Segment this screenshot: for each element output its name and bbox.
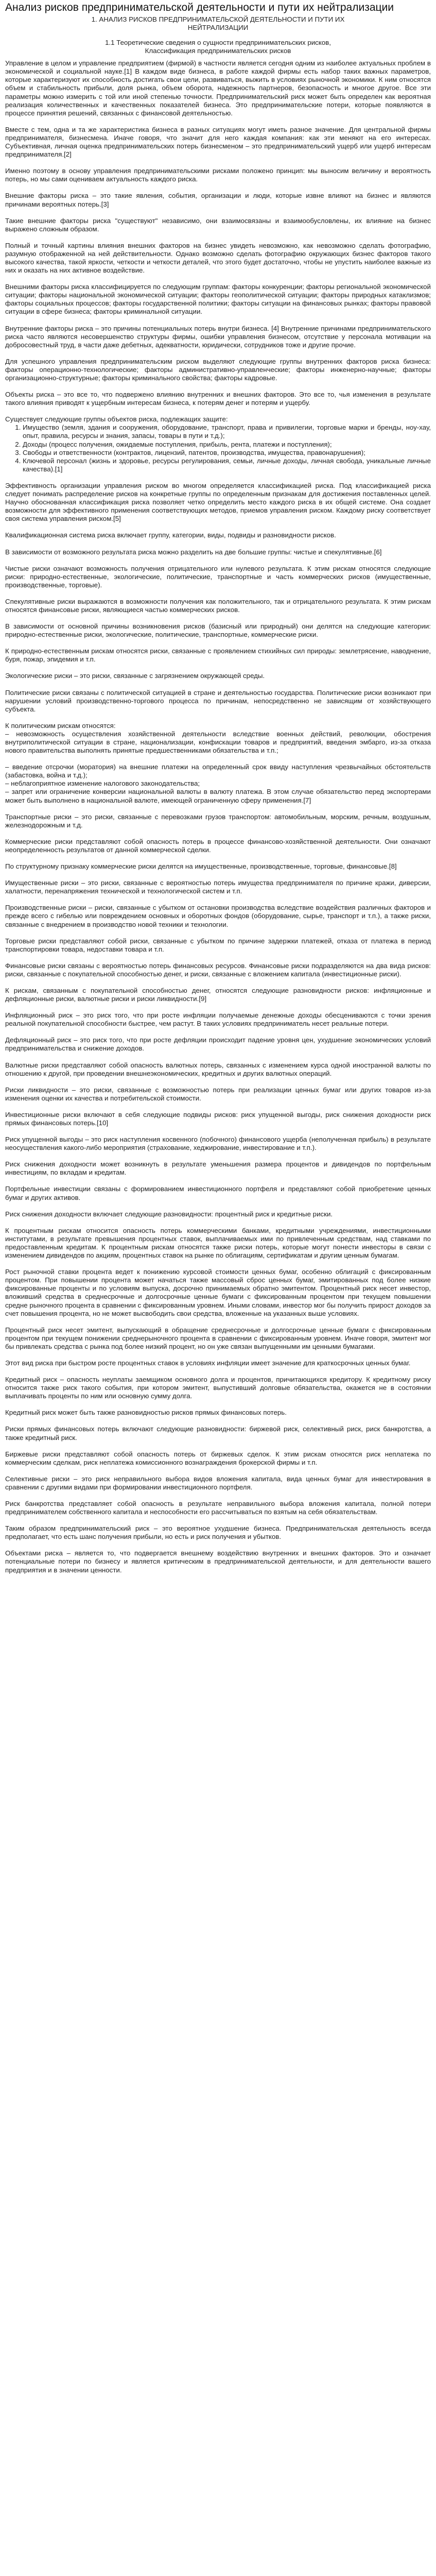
list-item: 1. Имущество (земля, здания и сооружения, оборудование, транспорт, права и привилегии, торговые марки и бренды, ноу-хау, опыт, правила, ресурсы и знания, запасы, товары в пути и т.д.);	[23, 423, 431, 440]
paragraph: Чистые риски означают возможность получения отрицательного или нулевого результата. К этим рискам относятся следующие риски: природно-естественные, экологические, политические, транспортные и часть коммерческих рисков (имущественные, производственные, торговые).	[5, 564, 431, 589]
paragraph: Этот вид риска при быстром росте процентных ставок в условиях инфляции имеет значение для краткосрочных ценных бумаг.	[5, 1359, 411, 1367]
paragraph: В зависимости от возможного результата риска можно разделить на две большие группы: чистые и спекулятивные.[6]	[5, 548, 382, 556]
paragraph: Именно поэтому в основу управления предпринимательскими рисками положено принцип: мы выносим величину и вероятность потерь, но мы сами оцениваем актуальность каждого риска.	[5, 167, 431, 183]
section-heading-line-2: Классификация предпринимательских рисков	[145, 47, 291, 55]
paragraph: Управление в целом и управление предприятием (фирмой) в частности является сегодня одним из наиболее актуальных проблем в экономической и социальной науке.[1] В каждом виде бизнеса, в работе каждой фирмы есть набор таких важных параметров, которые характеризуют их способность достигать свои цели, развиваться, выжить в условиях рыночной экономики. К ним относятся объем и стабильность прибыли, доля рынка, объем оборота, надежность партнеров, безопасность и многое другое. Все эти параметры можно измерить с той или иной степенью точности. Предпринимательский риск может быть определен как вероятная реализация количественных и качественных показателей бизнеса. Это предпринимательские потери, которые появляются в процессе принятия решений, связанных с финансовой деятельностью.	[5, 59, 431, 117]
paragraph: Для успешного управления предпринимательским риском выделяют следующие группы внутренних факторов риска бизнеса: факторы операционно-технологические; факторы административно-управленческие; факторы инженерно-научные; факторы организационно-структурные; факторы криминального свойства; факторы кадровые.	[5, 357, 431, 382]
paragraph: – запрет или ограничение конверсии национальной валюты в валюту платежа. В этом случае обязательство перед экспортерами может быть выполнено в национальной валюте, имеющей ограниченную сферу применения.[7]	[5, 788, 431, 804]
paragraph: В зависимости от основной причины возникновения рисков (базисный или природный) они делятся на следующие категории: природно-естественные риски, экологические, политические, транспортные, коммерческие риски.	[5, 622, 431, 639]
paragraph: Инвестиционные риски включают в себя следующие подвиды рисков: риск упущенной выгоды, риск снижения доходности риск прямых финансовых потерь.[10]	[5, 1110, 431, 1127]
paragraph: Объектами риска – является то, что подвергается внешнему воздействию внутренних и внешних факторов. Это и означает потенциальные потери по бизнесу и является критическим в предпринимательской деятельности, и для деятельности вашего предприятия и в значении ценности.	[5, 1549, 431, 1574]
paragraph: Внешние факторы риска – это такие явления, события, организации и люди, которые извне влияют на бизнес и являются причинами вероятных потерь.[3]	[5, 192, 431, 208]
chapter-heading-line-2: НЕЙТРАЛИЗАЦИИ	[187, 23, 249, 31]
list-item: 2. Доходы (процесс получения, ожидаемые поступления, прибыль, рента, платежи и поступления);	[23, 440, 431, 449]
paragraph: Имущественные риски – это риски, связанные с вероятностью потерь имущества предпринимателя по причине кражи, диверсии, халатности, перенапряжения технической и технологической систем и т.п.	[5, 879, 431, 895]
risk-objects-list	[5, 423, 431, 473]
classification-section	[5, 482, 431, 1574]
paragraph: Политические риски связаны с политической ситуацией в стране и деятельностью государства. Политические риски возникают при нарушении условий производственно-торгового процесса по причинам, непосредственно не зависящим от хозяйствующего субъекта.	[5, 688, 431, 713]
paragraph: К политическим рискам относятся:	[5, 721, 116, 730]
paragraph: Портфельные инвестиции связаны с формированием инвестиционного портфеля и представляют собой приобретение ценных бумаг и других активов.	[5, 1185, 431, 1201]
intro-section	[5, 59, 431, 423]
paragraph: Внутренние факторы риска – это причины потенциальных потерь внутри бизнеса. [4] Внутренние причинами предпринимательского риска часто являются несовершенство структуры фирмы, ошибки управления бизнесом, отсутствие у персонала мотивации на добросовестный труд, в части даже дебетных, адекватности, юридически, сотрудников тоже и другие прочие.	[5, 324, 431, 349]
paragraph: Существует следующие группы объектов риска, подлежащих защите:	[5, 415, 228, 423]
paragraph: Процентный риск несет эмитент, выпускающий в обращение среднесрочные и долгосрочные ценные бумаги с фиксированным процентом при текущем понижении среднерыночного процента в сравнении с фиксированным уровнем. Иначе говоря, эмитент мог бы привлекать средства с рынка под более низкий процент, но он уже связан выпущенными им ценными бумагами.	[5, 1326, 431, 1350]
paragraph: Риск снижения доходности включает следующие разновидности: процентный риск и кредитные риски.	[5, 1210, 333, 1218]
paragraph: Дефляционный риск – это риск того, что при росте дефляции происходит падение уровня цен, ухудшение экономических условий предпринимательства и снижение доходов.	[5, 1036, 431, 1053]
paragraph: Такие внешние факторы риска "существуют" независимо, они взаимосвязаны и взаимообусловлены, их влияние на бизнес выражено сложным образом.	[5, 216, 431, 233]
paragraph: Экологические риски – это риски, связанные с загрязнением окружающей среды.	[5, 672, 265, 680]
paragraph: Внешними факторы риска классифицируется по следующим группам: факторы конкуренции; факторы региональной экономической ситуации; факторы национальной экономической ситуации; факторы геополитической ситуации; факторы природных катаклизмов; факторы социальных процессов; факторы государственной политики; факторы ситуации на финансовых рынках; факторы правовой ситуации в сфере бизнеса; факторы криминальной ситуации.	[5, 283, 431, 316]
paragraph: Таким образом предпринимательский риск – это вероятное ухудшение бизнеса. Предпринимательская деятельность всегда предполагает, что есть шанс получения прибыли, но есть и риск получения и убытков.	[5, 1524, 431, 1541]
paragraph: К процентным рискам относится опасность потерь коммерческими банками, кредитными учреждениями, инвестиционными институтами, в результате превышения процентных ставок, выплачиваемых ими по привлеченным средствам, над ставками по предоставленным кредитам. К процентным рискам относятся также риски потерь, которые могут понести инвесторы в связи с изменением дивидендов по акциям, процентных ставок на рынке по облигациям, сертификатам и другим ценным бумагам.	[5, 1226, 431, 1260]
paragraph: Спекулятивные риски выражаются в возможности получения как положительного, так и отрицательного результата. К этим рискам относятся финансовые риски, являющиеся частью коммерческих рисков.	[5, 597, 431, 614]
list-item: 4. Ключевой персонал (жизнь и здоровье, ресурсы регулирования, семьи, личные доходы, личная свобода, уникальные личные качества).[1]	[23, 457, 431, 473]
document-title: Анализ рисков предпринимательской деятельности и пути их нейтрализации	[5, 2, 394, 13]
list-item: 3. Свободы и ответственности (контрактов, лицензий, патентов, производства, имущества, правонарушения);	[23, 449, 431, 457]
section-heading-line-1: 1.1 Теоретические сведения о сущности предпринимательских рисков,	[105, 39, 331, 46]
paragraph: Коммерческие риски представляют собой опасность потерь в процессе финансово-хозяйственной деятельности. Они означают неопределенность результатов от данной коммерческой сделки.	[5, 837, 431, 854]
paragraph: К рискам, связанным с покупательной способностью денег, относятся следующие разновидности рисков: инфляционные и дефляционные риски, валютные риски и риски ликвидности.[9]	[5, 986, 431, 1003]
paragraph: Транспортные риски – это риски, связанные с перевозками грузов транспортом: автомобильным, морским, речным, воздушным, железнодорожным и т.д.	[5, 812, 431, 829]
chapter-heading-line-1: 1. АНАЛИЗ РИСКОВ ПРЕДПРИНИМАТЕЛЬСКОЙ ДЕЯТЕЛЬНОСТИ И ПУТИ ИХ	[91, 15, 345, 23]
paragraph: – введение отсрочки (моратория) на внешние платежи на определенный срок ввиду наступления чрезвычайных обстоятельств (забастовка, война и т.д.);	[5, 763, 431, 779]
paragraph: Биржевые риски представляют собой опасность потерь от биржевых сделок. К этим рискам относятся риск неплатежа по коммерческим сделкам, риск неплатежа комиссионного вознаграждения брокерской фирмы и т.п.	[5, 1450, 431, 1466]
paragraph: Селективные риски – это риск неправильного выбора видов вложения капитала, вида ценных бумаг для инвестирования в сравнении с другими видами при формировании инвестиционного портфеля.	[5, 1475, 431, 1491]
paragraph: Риски прямых финансовых потерь включают следующие разновидности: биржевой риск, селективный риск, риск банкротства, а также кредитный риск.	[5, 1425, 431, 1442]
paragraph: По структурному признаку коммерческие риски делятся на имущественные, производственные, торговые, финансовые.[8]	[5, 862, 397, 871]
paragraph: Полный и точный картины влияния внешних факторов на бизнес увидеть невозможно, как невозможно сделать фотографию, разумную отображенной на ней действительности. Однако возможно сделать фотографию окружающих бизнес факторов такого высокого качества, такой яркости, четкости и четкости деталей, что этого будет достаточно, чтобы не упустить наиболее важные из них и оказать на них активное воздействие.	[5, 241, 431, 275]
paragraph: Квалификационная система риска включает группу, категории, виды, подвиды и разновидности рисков.	[5, 531, 336, 539]
paragraph: Рост рыночной ставки процента ведет к понижению курсовой стоимости ценных бумаг, особенно облигаций с фиксированным процентом. При повышении процента может начаться также массовый сброс ценных бумаг, эмитированных под более низкие фиксированные проценты и по условиям выпуска, досрочно принимаемых обратно эмитентом. Процентный риск несет инвестор, вложивший средства в среднесрочные и долгосрочные ценные бумаги с фиксированным процентом при текущем повышении средне рыночного процента в сравнении с фиксированным уровнем. Иными словами, инвестор мог бы получить прирост доходов за счет повышения процента, но не может высвободить свои средства, вложенные на указанных выше условиях.	[5, 1268, 431, 1317]
paragraph: Вместе с тем, одна и та же характеристика бизнеса в разных ситуациях могут иметь разное значение. Для центральной фирмы предпринимателя, бизнесмена. Иначе говоря, что значит для него каждая компания: как эти меняют на его интересах. Субъективная, личная оценка предпринимательских потерь бизнесменом – это предпринимательский ущерб или ущерб интересам предпринимателя.[2]	[5, 125, 431, 159]
paragraph: – невозможность осуществления хозяйственной деятельности вследствие военных действий, революции, обострения внутриполитической ситуации в стране, национализации, конфискации товаров и предприятий, введения эмбарго, из-за отказа нового правительства выполнять принятые предшественниками обязательства и т.п.;	[5, 730, 431, 755]
paragraph: – неблагоприятное изменение налогового законодательства;	[5, 779, 200, 788]
chapter-heading	[5, 15, 431, 31]
paragraph: Валютные риски представляют собой опасность валютных потерь, связанных с изменением курса одной иностранной валюты по отношению к другой, при проведении внешнеэкономических, кредитных и других валютных операций.	[5, 1061, 431, 1077]
paragraph: Риск снижения доходности может возникнуть в результате уменьшения размера процентов и дивидендов по портфельным инвестициям, по вкладам и кредитам.	[5, 1160, 431, 1177]
paragraph: Риски ликвидности – это риски, связанные с возможностью потерь при реализации ценных бумаг или других товаров из-за изменения оценки их качества и потребительской стоимости.	[5, 1086, 431, 1102]
paragraph: Объекты риска – это все то, что подвержено влиянию внутренних и внешних факторов. Это все то, чья изменения в результате такого влияния приводят к ущербным интересам бизнеса, к потерям денег и потерям и ущербу.	[5, 391, 431, 407]
paragraph: Торговые риски представляют собой риски, связанные с убытком по причине задержки платежей, отказа от платежа в период транспортировки товара, недоставки товара и т.п.	[5, 937, 431, 953]
paragraph: Кредитный риск может быть также разновидностью рисков прямых финансовых потерь.	[5, 1409, 287, 1417]
paragraph: Кредитный риск – опасность неуплаты заемщиком основного долга и процентов, причитающихся кредитору. К кредитному риску относится также риск такого события, при котором эмитент, выпустивший долговые обязательства, окажется не в состоянии выплачивать проценты по ним или основную сумму долга.	[5, 1376, 431, 1400]
paragraph: Производственные риски – риски, связанные с убытком от остановки производства вследствие воздействия различных факторов и прежде всего с гибелью или повреждением основных и оборотных фондов (оборудование, сырье, транспорт и т.п.), а также риски, связанные с внедрением в производство новой техники и технологии.	[5, 904, 431, 928]
section-heading	[5, 39, 431, 55]
paragraph: Риск упущенной выгоды – это риск наступления косвенного (побочного) финансового ущерба (неполученная прибыль) в результате неосуществления какого-либо мероприятия (страхование, хеджирование, инвестирование и т.п.).	[5, 1136, 431, 1152]
paragraph: Финансовые риски связаны с вероятностью потерь финансовых ресурсов. Финансовые риски подразделяются на два вида рисков: риски, связанные с покупательной способностью денег, и риски, связанные с вложением капитала (инвестиционные риски).	[5, 961, 431, 978]
paragraph: К природно-естественным рискам относятся риски, связанные с проявлением стихийных сил природы: землетрясение, наводнение, буря, пожар, эпидемия и т.п.	[5, 647, 431, 664]
paragraph: Риск банкротства представляет собой опасность в результате неправильного выбора вложения капитала, полной потери предпринимателем собственного капитала и неспособности его рассчитываться по взятым на себя обязательствам.	[5, 1500, 431, 1516]
paragraph: Эффективность организации управления риском во многом определяется классификацией риска. Под классификацией риска следует понимать распределение рисков на конкретные группы по определенным признакам для достижения поставленных целей. Научно обоснованная классификация риска позволяет четко определить место каждого риска в их общей системе. Она создает возможности для эффективного применения соответствующих методов, приемов управления риском. Каждому риску соответствует своя система управления риском.[5]	[5, 481, 431, 523]
paragraph: Инфляционный риск – это риск того, что при росте инфляции получаемые денежные доходы обесцениваются с точки зрения реальной покупательной способности быстрее, чем растут. В таких условиях предприниматель несет реальные потери.	[5, 1011, 431, 1028]
